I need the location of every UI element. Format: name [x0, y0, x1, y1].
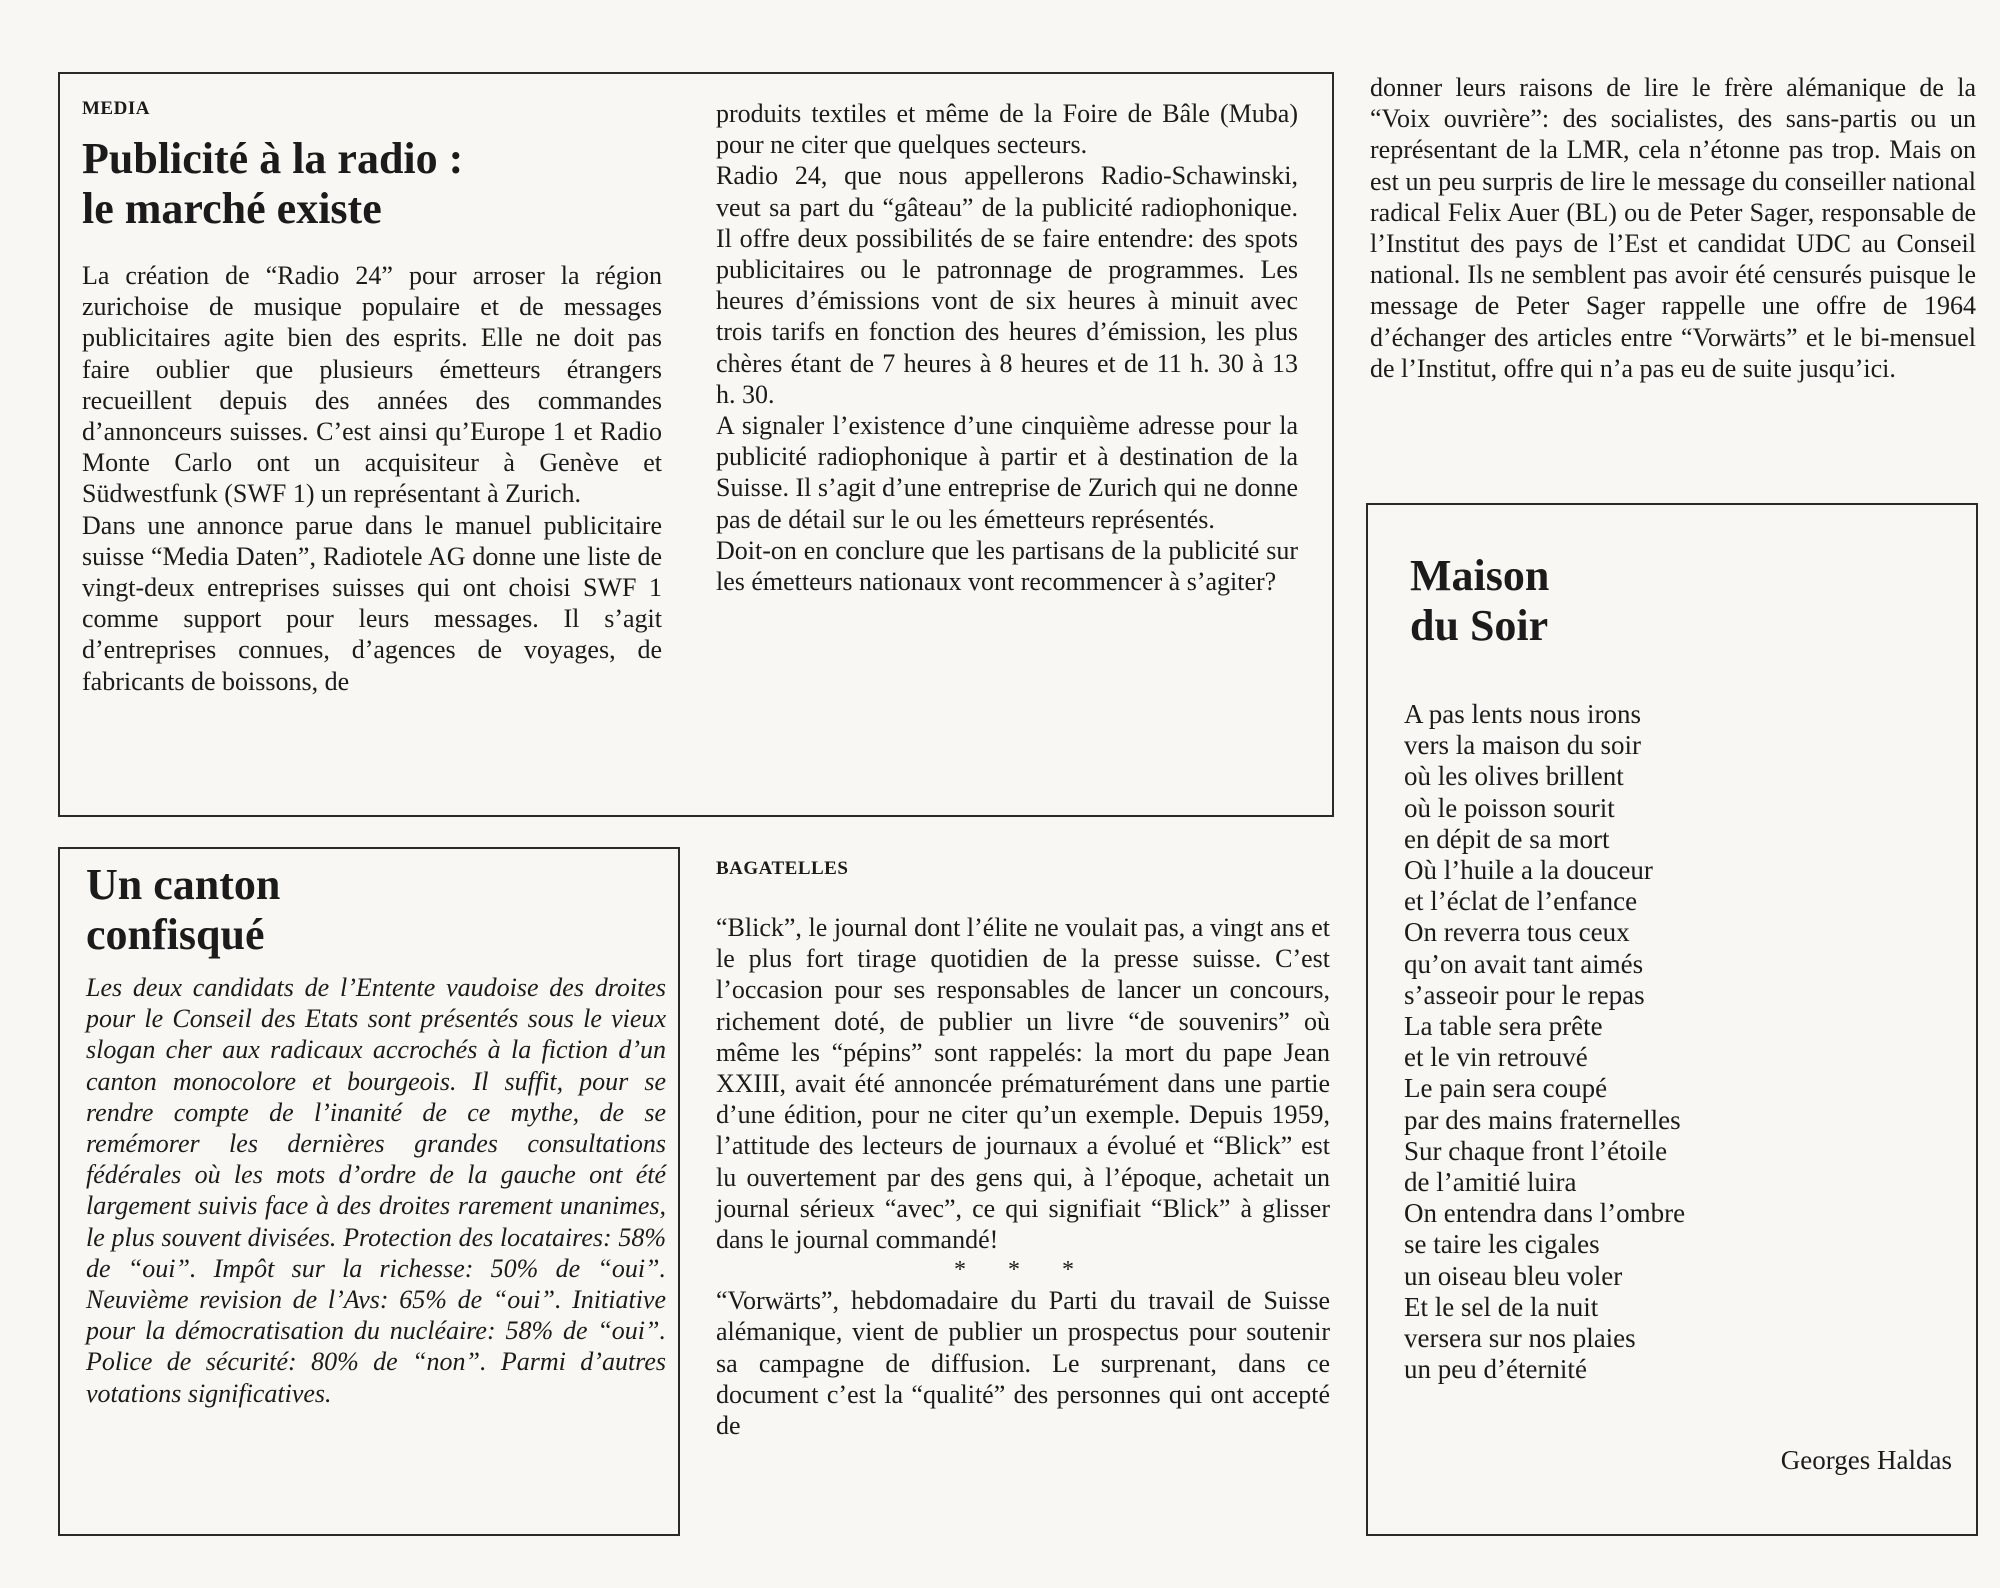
poem-line: s’asseoir pour le repas: [1404, 979, 1645, 1010]
bagatelles-article: [716, 858, 1330, 1441]
poem-line: A pas lents nous irons: [1404, 699, 1642, 729]
section-separator: * * *: [954, 1257, 1092, 1284]
poem-line: On reverra tous ceux: [1404, 917, 1630, 948]
poem-line: où les olives brillent: [1404, 761, 1624, 792]
media-paragraph: Dans une annonce parue dans le manuel publicitaire suisse “Media Daten”, Radiotele AG donne une liste de vingt-deux entreprises suisses qui ont choisi SWF 1 comme support pour leurs messages. Il s’agit d’entreprises connues, d’agences de voyages, de fabricants de boissons, de: [82, 510, 662, 696]
media-paragraph: Doit-on en conclure que les partisans de la publicité sur les émetteurs nationaux vont recommencer à s’agiter?: [716, 535, 1298, 597]
bagatelles-continuation-paragraph: donner leurs raisons de lire le frère alémanique de la “Voix ouvrière”: des socialistes, des sans-partis ou un représentant de la LMR, cela n’étonne pas trop. Mais on est un peu surpris de lire le message du conseiller national radical Felix Auer (BL) ou de Peter Sager, responsable de l’Institut des pays de l’Est et candidat UDC au Conseil national. Ils ne semblent pas avoir été censurés puisque le message de Peter Sager rappelle une offre de 1964 d’échanger des articles entre “Vorwärts” et le bi-mensuel de l’Institut, offre qui n’a pas eu de suite jusqu’ici.: [1370, 73, 1976, 383]
canton-headline-line1: Un canton: [86, 860, 281, 909]
poem-line: versera sur nos plaies: [1404, 1323, 1636, 1354]
media-kicker: MEDIA: [82, 98, 150, 119]
media-body-right: [716, 98, 1298, 597]
media-headline: [82, 134, 662, 234]
poem-line: et le vin retrouvé: [1404, 1042, 1588, 1073]
bagatelles-paragraph: “Blick”, le journal dont l’élite ne voulait pas, a vingt ans et le plus fort tirage quotidien de la presse suisse. C’est l’occasion pour ses responsables de lancer un concours, richement doté, de publier un livre “de souvenirs” où même les “pépins” sont rappelés: la mort du pape Jean XXIII, avait été annoncée prématurément dans une partie d’une édition, pour ne citer qu’un exemple. Depuis 1959, l’attitude des lecteurs de journaux a évolué et “Blick” est lu ouvertement par des gens qui, à l’époque, achetait un journal sérieux “avec”, ce qui signifiait “Blick” à glisser dans le journal commandé!: [716, 913, 1330, 1255]
media-paragraph: produits textiles et même de la Foire de Bâle (Muba) pour ne citer que quelques secteurs.: [716, 99, 1298, 160]
canton-paragraph: Les deux candidats de l’Entente vaudoise des droites pour le Conseil des Etats sont présentés sous le vieux slogan cher aux radicaux accrochés à la fiction d’un canton monocolore et bourgeois. Il suffit, pour se rendre compte de l’inanité de ce mythe, de se remémorer les dernières grandes consultations fédérales où les mots d’ordre de la gauche ont été largement suivis face à des droites rarement unanimes, le plus souvent divisées. Protection des locataires: 58% de “oui”. Impôt sur la richesse: 50% de “oui”. Neuvième revision de l’Avs: 65% de “oui”. Initiative pour la démocratisation du nucléaire: 58% de “oui”. Police de sécurité: 80% de “non”. Parmi d’autres votations significatives.: [86, 973, 666, 1408]
poem-line: Le pain sera coupé: [1404, 1073, 1608, 1104]
canton-body: [86, 972, 666, 1409]
media-paragraph: La création de “Radio 24” pour arroser la région zurichoise de musique populaire et de messages publicitaires agite bien des esprits. Elle ne doit pas faire oublier que plusieurs émetteurs étrangers recueillent depuis des années des commandes d’annonceurs suisses. C’est ainsi qu’Europe 1 et Radio Monte Carlo ont un acquisiteur à Genève et Südwestfunk (SWF 1) un représentant à Zurich.: [82, 261, 662, 509]
media-headline-line1: Publicité à la radio :: [82, 134, 464, 183]
media-headline-line2: le marché existe: [82, 184, 382, 233]
poem-line: Où l’huile a la douceur: [1404, 855, 1653, 886]
poem-line: Sur chaque front l’étoile: [1404, 1135, 1668, 1166]
poem-line: On entendra dans l’ombre: [1404, 1198, 1686, 1229]
media-paragraph: A signaler l’existence d’une cinquième adresse pour la publicité radiophonique à partir et à destination de la Suisse. Il s’agit d’une entreprise de Zurich qui ne donne pas de détail sur le ou les émetteurs représentés.: [716, 411, 1298, 534]
poem-title-line2: du Soir: [1410, 601, 1549, 650]
canton-headline: [86, 860, 666, 960]
media-body-left: [82, 260, 662, 697]
canton-article: [86, 860, 666, 1409]
canton-headline-line2: confisqué: [86, 910, 265, 959]
poem-line: un peu d’éternité: [1404, 1354, 1587, 1385]
media-column-left: [82, 98, 662, 697]
media-column-right: [716, 98, 1298, 597]
poem-line: un oiseau bleu voler: [1404, 1260, 1623, 1291]
poem-line: Et le sel de la nuit: [1404, 1291, 1599, 1322]
poem-title: [1410, 551, 1549, 651]
bagatelles-continuation: [1370, 72, 1976, 384]
poem-line: de l’amitié luira: [1404, 1167, 1577, 1198]
poem-line: La table sera prête: [1404, 1011, 1603, 1042]
poem-line: et l’éclat de l’enfance: [1404, 886, 1638, 917]
poem-line: qu’on avait tant aimés: [1404, 948, 1644, 979]
poem-line: vers la maison du soir: [1404, 730, 1641, 761]
media-paragraph: Radio 24, que nous appellerons Radio-Schawinski, veut sa part du “gâteau” de la publicité radiophonique. Il offre deux possibilités de se faire entendre: des spots publicitaires ou le patronnage de programmes. Les heures d’émissions vont de six heures à minuit avec trois tarifs en fonction des heures d’émission, les plus chères étant de 7 heures à 8 heures et de 11 h. 30 à 13 h. 30.: [716, 161, 1298, 409]
poem-lines: [1404, 699, 1685, 1385]
poem-title-line1: Maison: [1410, 551, 1550, 600]
bagatelles-kicker: BAGATELLES: [716, 858, 849, 879]
poem-line: se taire les cigales: [1404, 1229, 1600, 1260]
poem-line: par des mains fraternelles: [1404, 1104, 1681, 1135]
bagatelles-body: [716, 912, 1330, 1441]
poem-line: en dépit de sa mort: [1404, 823, 1610, 854]
poem-author: Georges Haldas: [1780, 1445, 1952, 1475]
poem-line: où le poisson sourit: [1404, 792, 1615, 823]
bagatelles-paragraph: “Vorwärts”, hebdomadaire du Parti du travail de Suisse alémanique, vient de publier un prospectus pour soutenir sa campagne de diffusion. Le surprenant, dans ce document c’est la “qualité” des personnes qui ont accepté de: [716, 1286, 1330, 1441]
poem-box: [1366, 503, 1978, 1536]
